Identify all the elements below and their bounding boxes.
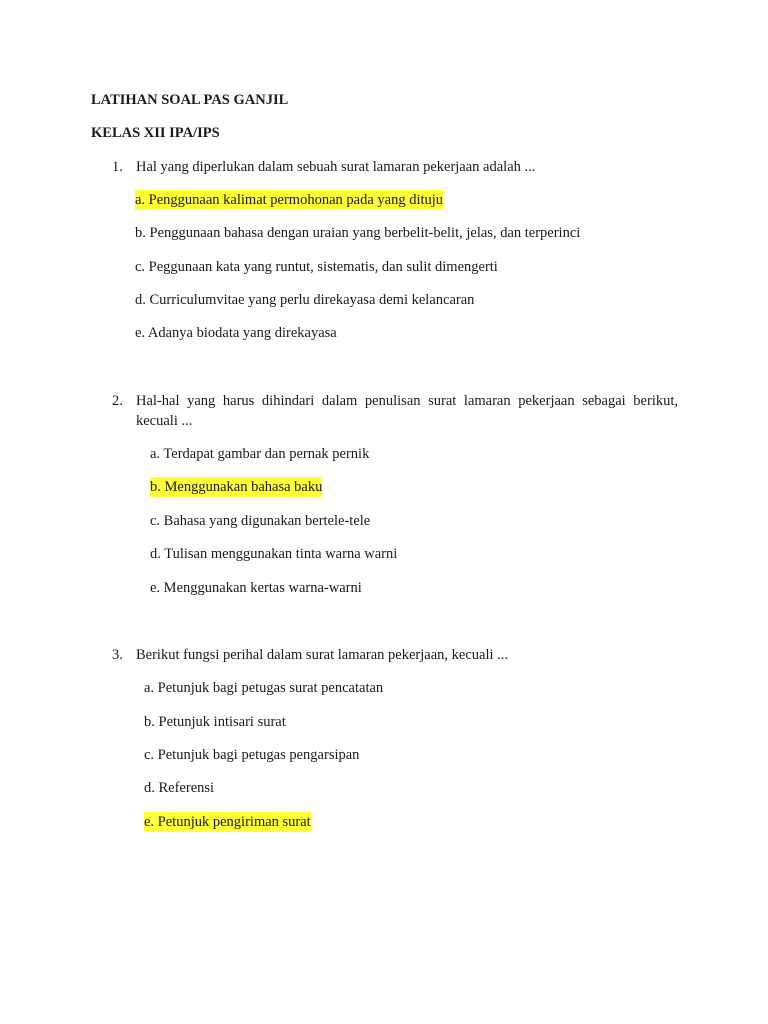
answer-option: e. Menggunakan kertas warna-warni xyxy=(150,580,362,596)
answer-option: c. Bahasa yang digunakan bertele-tele xyxy=(150,513,371,529)
document-title: LATIHAN SOAL PAS GANJIL xyxy=(91,92,289,108)
question-text: Hal-hal yang harus dihindari dalam penulisan surat lamaran pekerjaan sebagai berikut, kecuali ... xyxy=(136,393,678,429)
question-number: 1. xyxy=(112,159,123,175)
question-text: Berikut fungsi perihal dalam surat lamaran pekerjaan, kecuali ... xyxy=(136,647,509,663)
answer-option-highlighted: e. Petunjuk pengiriman surat xyxy=(144,814,311,830)
answer-option: b. Penggunaan bahasa dengan uraian yang berbelit-belit, jelas, dan terperinci xyxy=(135,225,581,241)
answer-option: a. Petunjuk bagi petugas surat pencatatan xyxy=(144,680,384,696)
answer-option: d. Referensi xyxy=(144,780,215,796)
answer-option: b. Petunjuk intisari surat xyxy=(144,714,286,730)
answer-option: d. Tulisan menggunakan tinta warna warni xyxy=(150,546,398,562)
answer-option: a. Terdapat gambar dan pernak pernik xyxy=(150,446,370,462)
document-subtitle: KELAS XII IPA/IPS xyxy=(91,125,220,141)
answer-option-highlighted: a. Penggunaan kalimat permohonan pada yang dituju xyxy=(135,192,444,208)
question-2 xyxy=(112,391,678,431)
answer-option: d. Curriculumvitae yang perlu direkayasa demi kelancaran xyxy=(135,292,475,308)
answer-option-highlighted: b. Menggunakan bahasa baku xyxy=(150,479,323,495)
question-text: Hal yang diperlukan dalam sebuah surat lamaran pekerjaan adalah ... xyxy=(136,159,536,175)
answer-option: c. Peggunaan kata yang runtut, sistematis, dan sulit dimengerti xyxy=(135,259,498,275)
question-number: 3. xyxy=(112,647,123,663)
question-1 xyxy=(112,157,678,177)
answer-option: c. Petunjuk bagi petugas pengarsipan xyxy=(144,747,360,763)
question-number: 2. xyxy=(112,393,123,409)
question-3 xyxy=(112,645,678,665)
answer-option: e. Adanya biodata yang direkayasa xyxy=(135,325,337,341)
